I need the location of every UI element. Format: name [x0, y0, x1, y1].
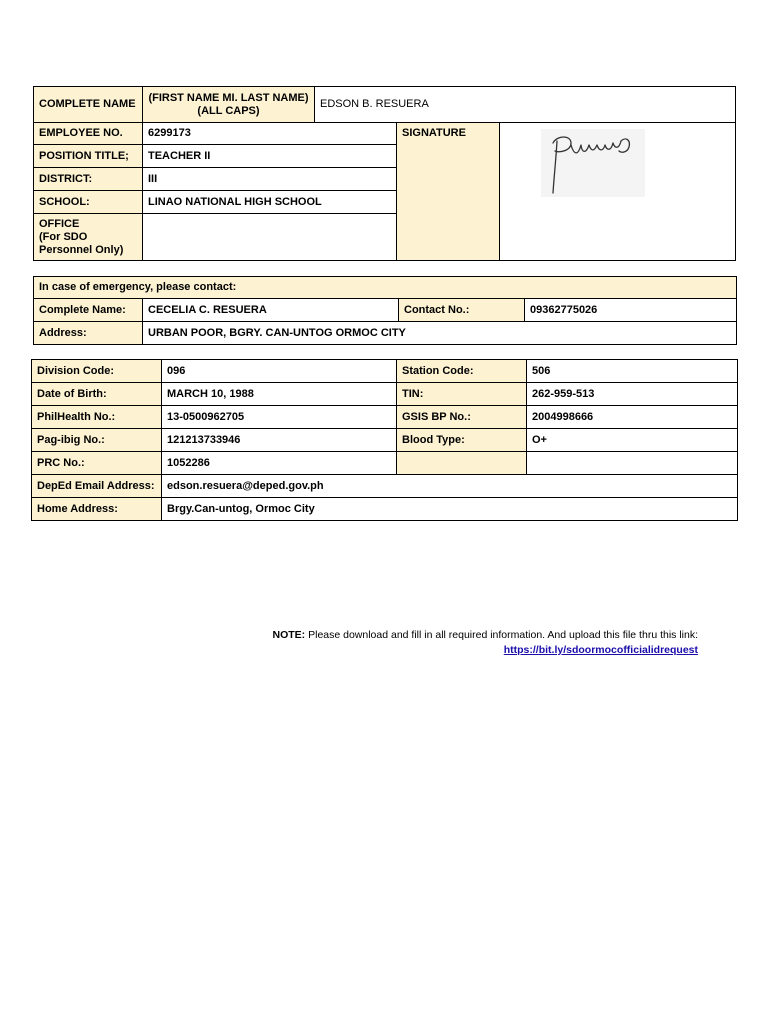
philhealth-value: 13-0500962705 — [162, 406, 397, 429]
station-code-label: Station Code: — [397, 360, 527, 383]
upload-link[interactable]: https://bit.ly/sdoormocofficialidrequest — [503, 644, 698, 656]
name-format-hint-line1: (FIRST NAME MI. LAST NAME) — [148, 91, 309, 104]
complete-name-value: EDSON B. RESUERA — [315, 87, 736, 123]
office-label-line2: (For SDO — [39, 230, 88, 243]
note-text-line — [273, 628, 698, 643]
signature-cell — [500, 123, 736, 261]
prc-value: 1052286 — [162, 452, 397, 475]
division-code-value: 096 — [162, 360, 397, 383]
complete-name-label: COMPLETE NAME — [34, 87, 143, 123]
district-label: DISTRICT: — [34, 168, 143, 191]
empty-label-cell — [397, 452, 527, 475]
home-address-value: Brgy.Can-untog, Ormoc City — [162, 498, 738, 521]
tin-label: TIN: — [397, 383, 527, 406]
note-text: Please download and fill in all required information. And upload this file thru this link: — [305, 629, 698, 641]
blood-type-label: Blood Type: — [397, 429, 527, 452]
tin-value: 262-959-513 — [527, 383, 738, 406]
employee-info-table — [33, 86, 736, 261]
personal-details-table — [31, 359, 738, 521]
signature-label: SIGNATURE — [397, 123, 500, 261]
employee-no-value: 6299173 — [143, 123, 397, 145]
prc-label: PRC No.: — [32, 452, 162, 475]
philhealth-label: PhilHealth No.: — [32, 406, 162, 429]
gsis-value: 2004998666 — [527, 406, 738, 429]
office-label-line3: Personnel Only) — [39, 243, 124, 256]
division-code-label: Division Code: — [32, 360, 162, 383]
emergency-name-value: CECELIA C. RESUERA — [143, 299, 399, 322]
name-format-hint — [143, 87, 315, 123]
school-label: SCHOOL: — [34, 191, 143, 214]
email-value: edson.resuera@deped.gov.ph — [162, 475, 738, 498]
emergency-address-value: URBAN POOR, BGRY. CAN-UNTOG ORMOC CITY — [143, 322, 737, 345]
home-address-label: Home Address: — [32, 498, 162, 521]
pagibig-label: Pag-ibig No.: — [32, 429, 162, 452]
employee-no-label: EMPLOYEE NO. — [34, 123, 143, 145]
emergency-contact-label: Contact No.: — [399, 299, 525, 322]
pagibig-value: 121213733946 — [162, 429, 397, 452]
email-label: DepEd Email Address: — [32, 475, 162, 498]
district-value: III — [143, 168, 397, 191]
emergency-name-label: Complete Name: — [34, 299, 143, 322]
note-block — [273, 628, 698, 658]
office-label-line1: OFFICE — [39, 217, 80, 230]
position-title-label: POSITION TITLE; — [34, 145, 143, 168]
position-title-value: TEACHER II — [143, 145, 397, 168]
signature-image — [541, 129, 645, 197]
school-value: LINAO NATIONAL HIGH SCHOOL — [143, 191, 397, 214]
empty-value-cell — [527, 452, 738, 475]
emergency-header: In case of emergency, please contact: — [34, 277, 737, 299]
office-label — [34, 214, 143, 261]
gsis-label: GSIS BP No.: — [397, 406, 527, 429]
station-code-value: 506 — [527, 360, 738, 383]
name-format-hint-line2: (ALL CAPS) — [197, 104, 260, 117]
note-prefix: NOTE: — [272, 629, 306, 641]
date-of-birth-label: Date of Birth: — [32, 383, 162, 406]
office-value — [143, 214, 397, 261]
emergency-contact-value: 09362775026 — [525, 299, 737, 322]
blood-type-value: O+ — [527, 429, 738, 452]
emergency-address-label: Address: — [34, 322, 143, 345]
date-of-birth-value: MARCH 10, 1988 — [162, 383, 397, 406]
emergency-contact-table — [33, 276, 737, 345]
